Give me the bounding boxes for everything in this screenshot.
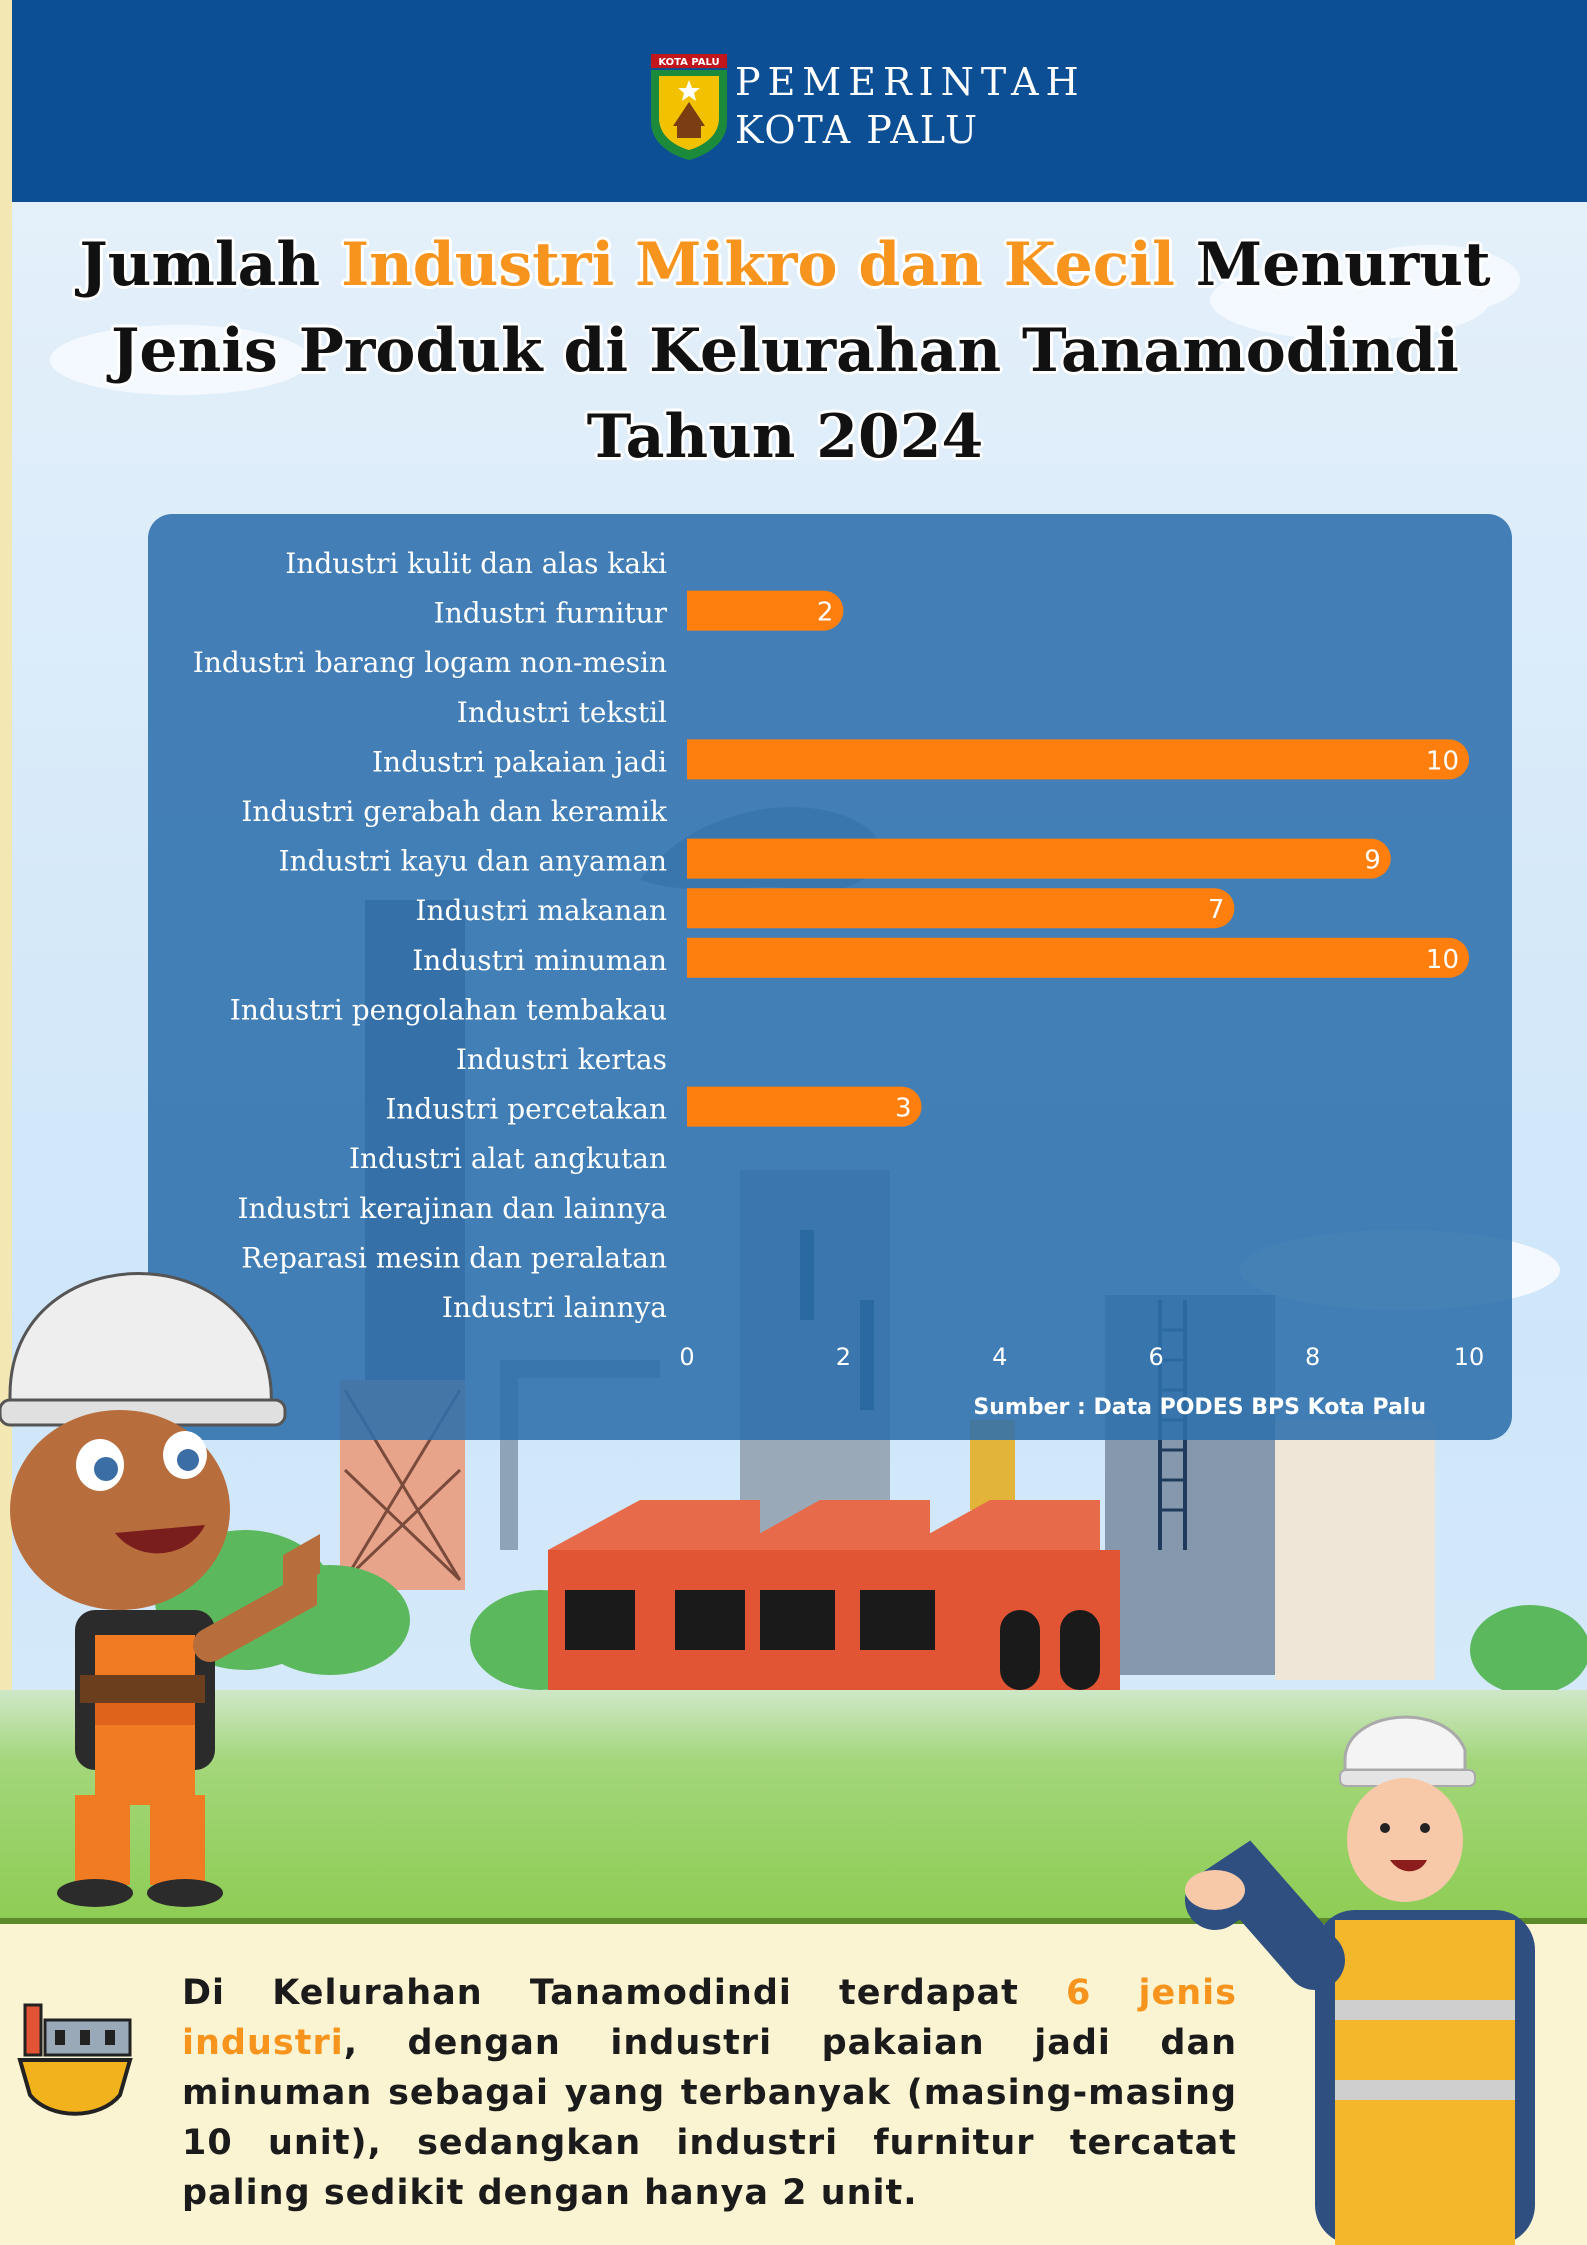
bar-value-label: 10 [1425, 746, 1459, 777]
bar-value-label: 9 [1364, 845, 1381, 876]
factory-building [548, 1500, 1120, 1690]
category-label: Reparasi mesin dan peralatan [241, 1241, 667, 1275]
factory-gear-icon [0, 1985, 150, 2125]
title-part2: Menurut [1174, 230, 1491, 300]
bar [687, 839, 1391, 879]
category-label: Industri kerajinan dan lainnya [237, 1191, 667, 1225]
title-highlight: Industri Mikro dan Kecil [341, 230, 1175, 300]
bar-value-label: 2 [816, 597, 834, 628]
category-label: Industri tekstil [456, 695, 667, 729]
category-label: Industri lainnya [441, 1291, 667, 1324]
bar-value-label: 3 [895, 1093, 912, 1124]
x-tick-label: 10 [1453, 1343, 1485, 1371]
category-label: Industri minuman [412, 943, 667, 977]
category-label: Industri pakaian jadi [371, 745, 667, 779]
bar-value-label: 7 [1207, 895, 1225, 926]
category-label: Industri furnitur [433, 596, 667, 630]
header-line2: KOTA PALU [735, 108, 980, 152]
category-label: Industri pengolahan tembakau [229, 993, 667, 1027]
header-line1: PEMERINTAH [735, 60, 1086, 104]
bar [687, 739, 1469, 779]
bar [687, 888, 1234, 928]
chart-source: Sumber : Data PODES BPS Kota Palu [973, 1395, 1426, 1420]
bar [687, 938, 1469, 978]
category-label: Industri percetakan [385, 1092, 667, 1126]
summary-highlight: 6 jenis industri [182, 1973, 1237, 2063]
title-line2: Jenis Produk di Kelurahan Tanamodindi [111, 316, 1459, 386]
logo-text: KOTA PALU [658, 57, 720, 68]
bar [687, 1087, 922, 1127]
category-label: Industri kayu dan anyaman [278, 844, 667, 878]
title-part1: Jumlah [79, 230, 342, 300]
category-label: Industri gerabah dan keramik [241, 795, 667, 828]
category-label: Industri alat angkutan [348, 1142, 667, 1176]
x-tick-label: 0 [679, 1343, 695, 1371]
x-tick-label: 4 [992, 1343, 1008, 1371]
category-label: Industri barang logam non-mesin [192, 646, 667, 680]
summary-text-after: , dengan industri pakaian jadi dan minuman sebagai yang terbanyak (masing-masing 10 unit), sedangkan industri furnitur tercatat paling sedikit dengan hanya 2 unit. [182, 2023, 1237, 2213]
title-line3: Tahun 2024 [586, 402, 984, 472]
bar-value-label: 10 [1425, 944, 1459, 975]
x-tick-label: 2 [835, 1343, 852, 1371]
category-label: Industri makanan [415, 894, 667, 928]
worker-right-illustration [1185, 1700, 1587, 2245]
x-tick-label: 8 [1304, 1343, 1321, 1371]
summary-text-before: Di Kelurahan Tanamodindi terdapat [182, 1973, 1066, 2013]
x-tick-label: 6 [1148, 1343, 1164, 1371]
category-label: Industri kulit dan alas kaki [285, 547, 667, 580]
summary-text [182, 1968, 1237, 2218]
category-label: Industri kertas [455, 1043, 667, 1076]
worker-left-illustration [0, 1265, 320, 1920]
